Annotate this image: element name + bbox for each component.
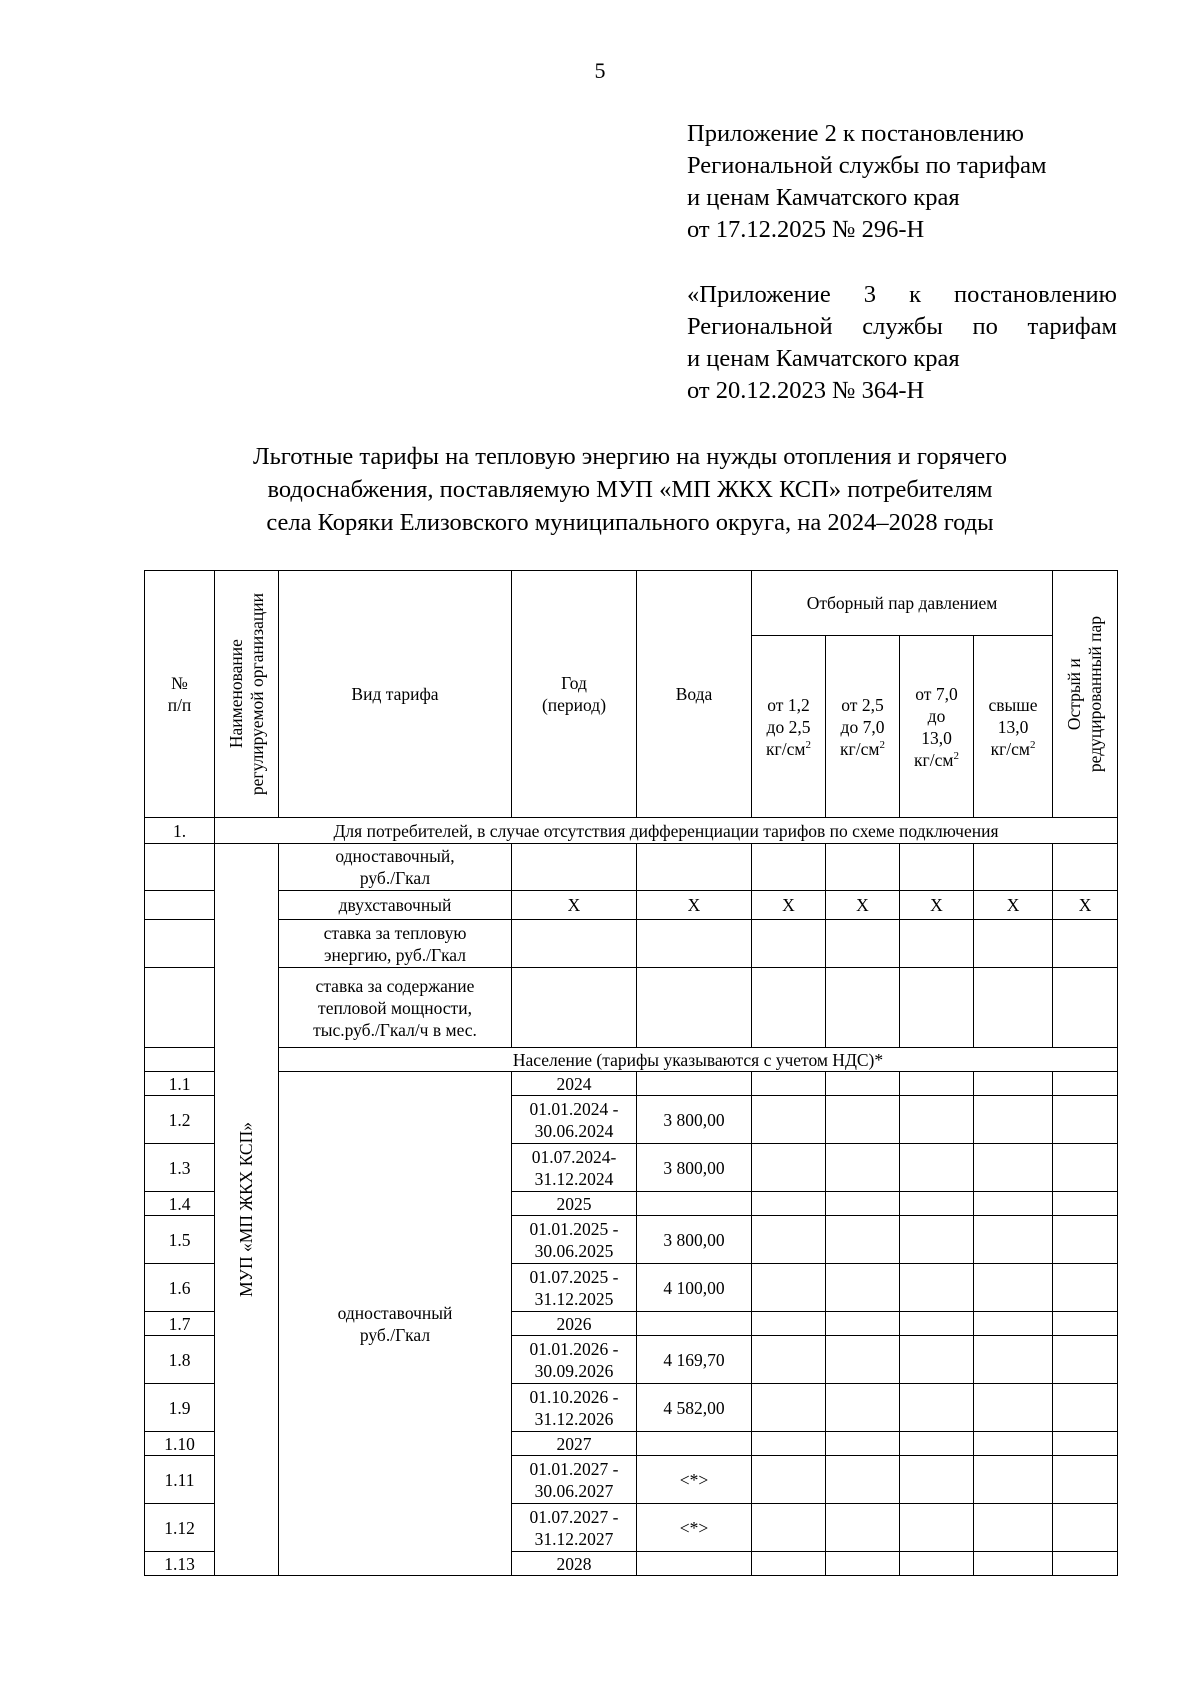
x-mark: Х <box>900 891 974 920</box>
word: Региональной <box>687 313 833 340</box>
table-row <box>145 891 1118 920</box>
unit <box>976 738 1050 760</box>
header-text: Острый и <box>1064 658 1085 730</box>
period-cell <box>512 1312 637 1336</box>
row-num <box>145 968 215 1048</box>
x-mark: Х <box>974 891 1053 920</box>
unit-base: кг/см <box>840 738 880 759</box>
cell <box>637 920 752 968</box>
row-num: 1.5 <box>145 1216 215 1264</box>
cell <box>974 1264 1053 1312</box>
cell <box>1053 1192 1118 1216</box>
header-water: Вода <box>637 571 752 818</box>
word: к <box>909 281 921 308</box>
period-cell <box>512 1336 637 1384</box>
cell <box>1053 844 1118 891</box>
cell <box>900 920 974 968</box>
x-mark: Х <box>512 891 637 920</box>
period-text: 30.06.2025 <box>534 1240 614 1261</box>
cell <box>752 1192 826 1216</box>
unit-exponent: 2 <box>1029 738 1036 751</box>
row-num <box>145 920 215 968</box>
cell <box>752 844 826 891</box>
period-cell <box>512 1072 637 1096</box>
cell <box>900 1096 974 1144</box>
row-num: 1.11 <box>145 1456 215 1504</box>
cell <box>826 1384 900 1432</box>
unit-base: кг/см <box>990 738 1030 759</box>
cell <box>1053 1264 1118 1312</box>
appendix-amended-block <box>687 279 1117 407</box>
water-value <box>637 1552 752 1576</box>
cell <box>1053 1216 1118 1264</box>
water-value: 4 100,00 <box>637 1264 752 1312</box>
title-line: Льготные тарифы на тепловую энергию на нужды отопления и горячего <box>252 443 1007 470</box>
period-text: 30.06.2024 <box>534 1120 614 1141</box>
cell <box>752 1432 826 1456</box>
cell <box>826 1192 900 1216</box>
header-text: регулируемой организации <box>246 592 267 796</box>
cell-text: руб./Гкал <box>359 1324 431 1345</box>
cell <box>1053 1456 1118 1504</box>
row-num: 1.8 <box>145 1336 215 1384</box>
appendix-current-line: Приложение 2 к постановлению <box>687 120 1024 147</box>
word: тарифам <box>1027 313 1117 340</box>
word: по <box>972 313 998 340</box>
unit-base: кг/см <box>766 738 806 759</box>
cell-text: ставка за тепловую <box>323 922 467 943</box>
row-num: 1.2 <box>145 1096 215 1144</box>
header-num <box>145 571 215 818</box>
cell <box>752 1264 826 1312</box>
cell <box>752 1456 826 1504</box>
cell <box>752 920 826 968</box>
row-num <box>145 891 215 920</box>
period-text: 01.07.2024- <box>531 1146 617 1167</box>
x-mark: Х <box>637 891 752 920</box>
period-text: 01.07.2027 - <box>529 1506 619 1527</box>
period-cell <box>512 1096 637 1144</box>
unit-base: кг/см <box>914 749 954 770</box>
header-steam-group: Отборный пар давлением <box>752 571 1053 636</box>
row-num <box>145 844 215 891</box>
period-cell <box>512 1144 637 1192</box>
header-text: Наименование <box>225 639 246 749</box>
cell <box>826 968 900 1048</box>
word: постановлению <box>954 281 1117 308</box>
title-line: водоснабжения, поставляемую МУП «МП ЖКХ КСП» потребителям <box>267 476 993 503</box>
period-text: 2028 <box>556 1553 592 1574</box>
cell <box>900 1336 974 1384</box>
cell-text: руб./Гкал <box>359 868 431 888</box>
unit <box>902 749 971 771</box>
cell <box>974 920 1053 968</box>
header-text: редуцированный пар <box>1085 615 1106 773</box>
table-row <box>145 844 1118 891</box>
cell <box>637 844 752 891</box>
organization-cell <box>215 844 279 1576</box>
period-cell <box>512 1264 637 1312</box>
period-text: 01.01.2027 - <box>529 1458 619 1479</box>
period-cell <box>512 1192 637 1216</box>
header-text: до 2,5 <box>766 716 811 737</box>
cell <box>1053 1504 1118 1552</box>
period-cell <box>512 1216 637 1264</box>
period-text: 2024 <box>556 1073 592 1094</box>
period-text: 2026 <box>556 1313 592 1334</box>
cell <box>900 844 974 891</box>
header-text: п/п <box>167 695 192 715</box>
header-organization <box>215 571 279 818</box>
cell <box>512 968 637 1048</box>
water-value <box>637 1192 752 1216</box>
x-mark: Х <box>1053 891 1118 920</box>
organization-name: МУП «МП ЖКХ КСП» <box>236 1122 256 1297</box>
cell <box>900 1192 974 1216</box>
cell <box>900 1216 974 1264</box>
period-text: 2025 <box>556 1193 592 1214</box>
document-title <box>140 440 1120 539</box>
population-tariff-type <box>279 1072 512 1576</box>
row-num: 1.9 <box>145 1384 215 1432</box>
page-number: 5 <box>594 58 606 83</box>
tariff-type-cell <box>279 844 512 891</box>
cell <box>752 1096 826 1144</box>
period-cell <box>512 1456 637 1504</box>
period-cell <box>512 1432 637 1456</box>
cell <box>1053 1072 1118 1096</box>
unit-exponent: 2 <box>879 738 885 751</box>
header-text: до 7,0 <box>840 716 885 737</box>
appendix-current-line: и ценам Камчатского края <box>687 184 960 211</box>
cell <box>512 844 637 891</box>
header-text: свыше <box>988 694 1038 715</box>
period-cell <box>512 1504 637 1552</box>
cell <box>1053 1432 1118 1456</box>
appendix-amended-line <box>687 311 1117 343</box>
water-value: 3 800,00 <box>637 1096 752 1144</box>
period-text: 31.12.2025 <box>534 1288 614 1309</box>
cell <box>900 1504 974 1552</box>
cell <box>1053 1096 1118 1144</box>
unit <box>754 738 823 760</box>
period-text: 2027 <box>556 1433 592 1454</box>
cell-text: ставка за содержание <box>315 975 475 996</box>
cell <box>974 1456 1053 1504</box>
period-text: 01.07.2025 - <box>529 1266 619 1287</box>
header-text: от 7,0 <box>915 683 958 704</box>
period-text: 01.10.2026 - <box>529 1386 619 1407</box>
x-mark: Х <box>752 891 826 920</box>
cell <box>974 1504 1053 1552</box>
cell <box>826 1456 900 1504</box>
period-text: 01.01.2024 - <box>529 1098 619 1119</box>
header-text: 13,0 <box>921 727 952 748</box>
cell-text: тепловой мощности, <box>318 997 472 1018</box>
period-text: 31.12.2026 <box>534 1408 614 1429</box>
row-num: 1.7 <box>145 1312 215 1336</box>
tariff-type-cell: двухставочный <box>279 891 512 920</box>
cell <box>826 920 900 968</box>
cell <box>974 1384 1053 1432</box>
cell <box>900 1072 974 1096</box>
cell <box>752 1072 826 1096</box>
period-text: 01.01.2026 - <box>529 1338 619 1359</box>
header-text: 13,0 <box>997 716 1029 737</box>
cell <box>974 1552 1053 1576</box>
cell <box>1053 1144 1118 1192</box>
cell-text: тыс.руб./Гкал/ч в мес. <box>313 1019 477 1040</box>
word: 3 <box>863 281 877 308</box>
cell <box>752 1384 826 1432</box>
cell <box>826 1552 900 1576</box>
cell <box>752 1144 826 1192</box>
word: «Приложение <box>687 281 831 308</box>
appendix-amended-line: от 20.12.2023 № 364-Н <box>687 377 925 404</box>
unit <box>828 738 897 760</box>
cell <box>974 844 1053 891</box>
water-value <box>637 1312 752 1336</box>
cell <box>752 1336 826 1384</box>
row-num: 1.3 <box>145 1144 215 1192</box>
cell-text: одноставочный <box>337 1302 453 1323</box>
cell <box>974 1096 1053 1144</box>
water-value: <*> <box>637 1504 752 1552</box>
row-num: 1.1 <box>145 1072 215 1096</box>
population-heading-row <box>145 1048 1118 1072</box>
cell <box>826 1264 900 1312</box>
table-row <box>145 1072 1118 1096</box>
cell <box>752 1216 826 1264</box>
header-pressure-3 <box>900 636 974 818</box>
cell <box>974 1192 1053 1216</box>
cell <box>900 1384 974 1432</box>
tariff-type-cell <box>279 968 512 1048</box>
header-text: Год <box>561 673 587 693</box>
cell <box>1053 1552 1118 1576</box>
table-row <box>145 968 1118 1048</box>
appendix-current-line: от 17.12.2025 № 296-Н <box>687 216 925 243</box>
header-text: до <box>927 705 946 726</box>
cell <box>1053 1384 1118 1432</box>
header-tariff-type: Вид тарифа <box>279 571 512 818</box>
unit-exponent: 2 <box>953 749 959 762</box>
cell <box>752 1552 826 1576</box>
period-text: 31.12.2024 <box>534 1168 614 1189</box>
appendix-current-line: Региональной службы по тарифам <box>687 152 1047 179</box>
cell <box>1053 1336 1118 1384</box>
period-text: 30.09.2026 <box>534 1360 614 1381</box>
water-value <box>637 1072 752 1096</box>
period-cell <box>512 1552 637 1576</box>
tariff-table <box>144 570 1118 1576</box>
table-row <box>145 920 1118 968</box>
x-mark: Х <box>826 891 900 920</box>
water-value: 4 169,70 <box>637 1336 752 1384</box>
cell <box>974 1432 1053 1456</box>
cell <box>752 1312 826 1336</box>
cell <box>826 1336 900 1384</box>
header-year <box>512 571 637 818</box>
period-cell <box>512 1384 637 1432</box>
cell <box>974 1312 1053 1336</box>
cell <box>826 1072 900 1096</box>
water-value: 3 800,00 <box>637 1216 752 1264</box>
water-value: 4 582,00 <box>637 1384 752 1432</box>
cell-text: одноставочный, <box>335 846 455 866</box>
cell <box>900 1312 974 1336</box>
cell <box>826 844 900 891</box>
cell <box>826 1144 900 1192</box>
cell <box>900 1264 974 1312</box>
tariff-type-cell <box>279 920 512 968</box>
cell <box>826 1312 900 1336</box>
cell <box>900 1432 974 1456</box>
water-value: 3 800,00 <box>637 1144 752 1192</box>
cell <box>637 968 752 1048</box>
cell <box>752 968 826 1048</box>
header-sharp-steam-text <box>1064 616 1106 772</box>
cell <box>974 1072 1053 1096</box>
appendix-amended-line: и ценам Камчатского края <box>687 345 960 372</box>
section-num: 1. <box>145 818 215 844</box>
cell <box>826 1504 900 1552</box>
appendix-current-block <box>687 118 1117 246</box>
section-title: Для потребителей, в случае отсутствия дифференциации тарифов по схеме подключения <box>215 818 1118 844</box>
cell <box>974 1216 1053 1264</box>
section-row <box>145 818 1118 844</box>
header-pressure-1 <box>752 636 826 818</box>
row-num: 1.10 <box>145 1432 215 1456</box>
header-row <box>145 571 1118 636</box>
row-num: 1.4 <box>145 1192 215 1216</box>
water-value: <*> <box>637 1456 752 1504</box>
header-organization-text <box>226 593 268 795</box>
period-text: 31.12.2027 <box>534 1528 614 1549</box>
population-heading: Население (тарифы указываются с учетом НДС)* <box>279 1048 1118 1072</box>
header-text: от 2,5 <box>841 694 884 715</box>
cell <box>826 1432 900 1456</box>
row-num <box>145 1048 215 1072</box>
appendix-amended-line <box>687 279 1117 311</box>
period-text: 01.01.2025 - <box>529 1218 619 1239</box>
cell-text: энергию, руб./Гкал <box>324 944 466 965</box>
unit-exponent: 2 <box>805 738 811 751</box>
cell <box>826 1096 900 1144</box>
water-value <box>637 1432 752 1456</box>
cell <box>900 968 974 1048</box>
cell <box>900 1552 974 1576</box>
cell <box>826 1216 900 1264</box>
period-text: 30.06.2027 <box>534 1480 614 1501</box>
cell <box>1053 968 1118 1048</box>
cell <box>900 1144 974 1192</box>
row-num: 1.12 <box>145 1504 215 1552</box>
title-line: села Коряки Елизовского муниципального округа, на 2024–2028 годы <box>266 509 994 536</box>
row-num: 1.13 <box>145 1552 215 1576</box>
header-sharp-steam <box>1053 571 1118 818</box>
cell <box>974 1336 1053 1384</box>
header-text: № <box>171 673 188 693</box>
header-pressure-4 <box>974 636 1053 818</box>
cell <box>900 1456 974 1504</box>
header-text: от 1,2 <box>767 694 810 715</box>
cell <box>1053 1312 1118 1336</box>
word: службы <box>862 313 943 340</box>
cell <box>512 920 637 968</box>
row-num: 1.6 <box>145 1264 215 1312</box>
cell <box>974 1144 1053 1192</box>
header-pressure-2 <box>826 636 900 818</box>
cell <box>752 1504 826 1552</box>
cell <box>1053 920 1118 968</box>
cell <box>974 968 1053 1048</box>
header-text: (период) <box>541 695 607 715</box>
